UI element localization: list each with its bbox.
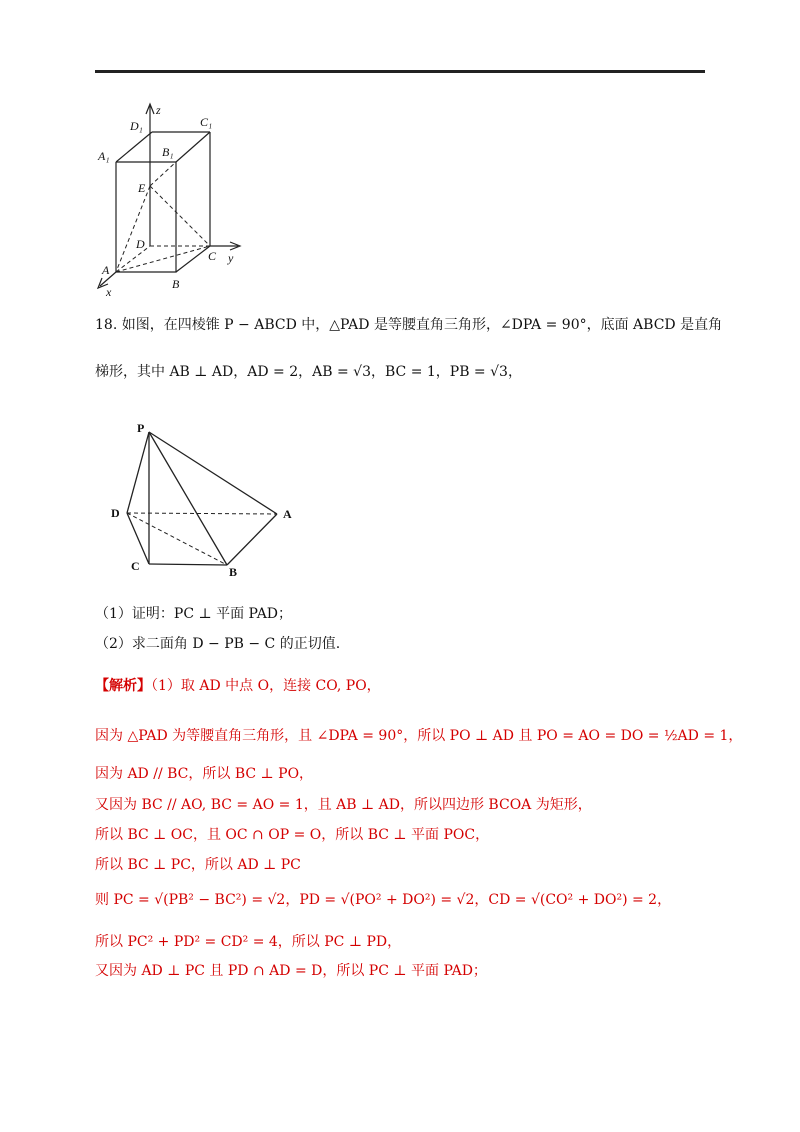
cuboid-figure — [92, 100, 252, 300]
label-z: z — [156, 103, 161, 117]
header-rule — [95, 70, 705, 73]
label-P: P — [137, 421, 145, 435]
label-A: A — [283, 507, 292, 521]
label-C: C — [131, 559, 140, 573]
label-D: D — [111, 506, 120, 520]
solution-tag: 【解析】 — [95, 678, 151, 694]
label-C: C — [208, 249, 217, 263]
solution-intro — [95, 676, 381, 696]
solution-step-3: 又因为 BC // AO, BC = AO = 1，且 AB ⊥ AD，所以四边形 BCOA 为矩形， — [95, 797, 592, 813]
label-D: D — [136, 237, 145, 251]
label-A1: A₁ — [98, 149, 110, 163]
label-A: A — [102, 263, 110, 277]
solution-step-6: 则 PC = √(PB² − BC²) = √2，PD = √(PO² + DO²) = √2，CD = √(CO² + DO²) = 2， — [95, 892, 672, 908]
problem-number: 18. — [95, 317, 118, 333]
solution-step-2: 因为 AD // BC，所以 BC ⊥ PO， — [95, 766, 314, 782]
solution-step-5: 所以 BC ⊥ PC，所以 AD ⊥ PC — [95, 857, 301, 873]
solution-intro-text: （1）取 AD 中点 O，连接 CO, PO， — [151, 678, 381, 694]
label-B: B — [229, 565, 238, 579]
label-E: E — [138, 181, 146, 195]
solution-step-7: 所以 PC² + PD² = CD² = 4，所以 PC ⊥ PD， — [95, 934, 402, 950]
label-B: B — [172, 277, 180, 291]
pyramid-figure — [105, 418, 305, 583]
label-x: x — [106, 285, 112, 299]
question-part-1: （1）证明：PC ⊥ 平面 PAD； — [95, 606, 293, 622]
label-y: y — [228, 251, 234, 265]
label-C1: C₁ — [200, 115, 213, 129]
solution-step-8: 又因为 AD ⊥ PC 且 PD ∩ AD = D，所以 PC ⊥ 平面 PAD； — [95, 963, 487, 979]
question-part-2: （2）求二面角 D − PB − C 的正切值. — [95, 636, 341, 652]
label-D1: D₁ — [130, 119, 143, 133]
problem-line-2: 梯形，其中 AB ⊥ AD，AD = 2，AB = √3，BC = 1，PB = √3， — [95, 364, 522, 380]
solution-step-4: 所以 BC ⊥ OC，且 OC ∩ OP = O，所以 BC ⊥ 平面 POC， — [95, 827, 490, 843]
solution-step-1: 因为 △PAD 为等腰直角三角形，且 ∠DPA = 90°，所以 PO ⊥ AD 且 PO = AO = DO = ½AD = 1， — [95, 728, 743, 744]
label-B1: B₁ — [162, 145, 174, 159]
problem-line-1 — [95, 315, 722, 335]
problem-text-1: 如图，在四棱锥 P − ABCD 中，△PAD 是等腰直角三角形，∠DPA = 90°，底面 ABCD 是直角 — [121, 317, 723, 333]
